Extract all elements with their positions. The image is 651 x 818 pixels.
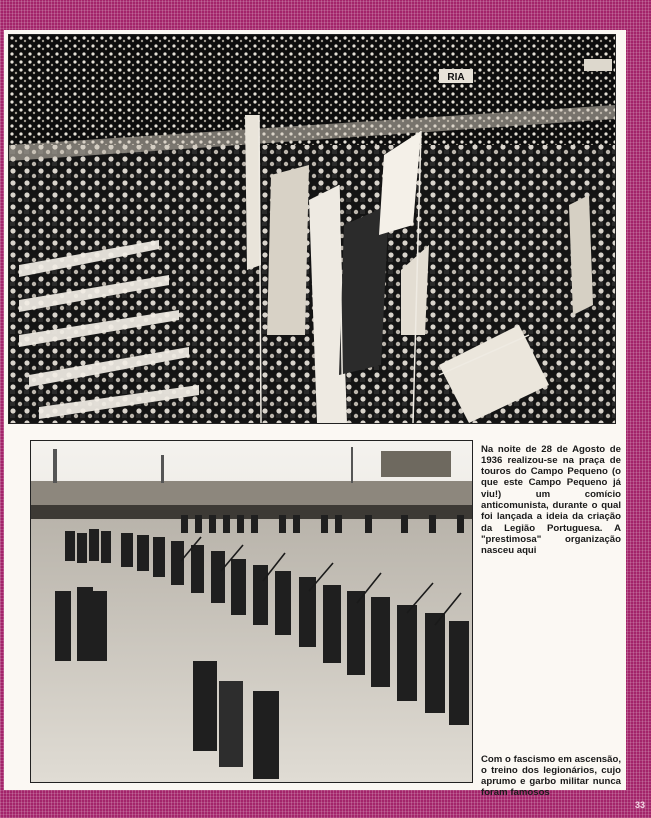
page-number: 33 bbox=[634, 800, 645, 810]
rally-caption: Na noite de 28 de Agosto de 1936 realizou-se na praça de touros do Campo Pequeno (o que este Campo Pequeno já viu!) um comício anticomunista, durante o qual foi lançada a ideia da criação da Legião Portuguesa. A "prestimosa" organização nasceu aqui bbox=[481, 443, 621, 557]
legionaries-training-image bbox=[31, 441, 472, 782]
training-photo bbox=[30, 440, 473, 783]
rally-photo bbox=[8, 34, 616, 424]
page-sheet bbox=[4, 30, 626, 799]
rally-banner-text: RIA bbox=[447, 72, 465, 83]
training-caption: Com o fascismo em ascensão, o treino dos legionários, cujo aprumo e garbo militar nunca foram famosos bbox=[481, 753, 621, 799]
rally-crowd-image bbox=[9, 35, 615, 423]
